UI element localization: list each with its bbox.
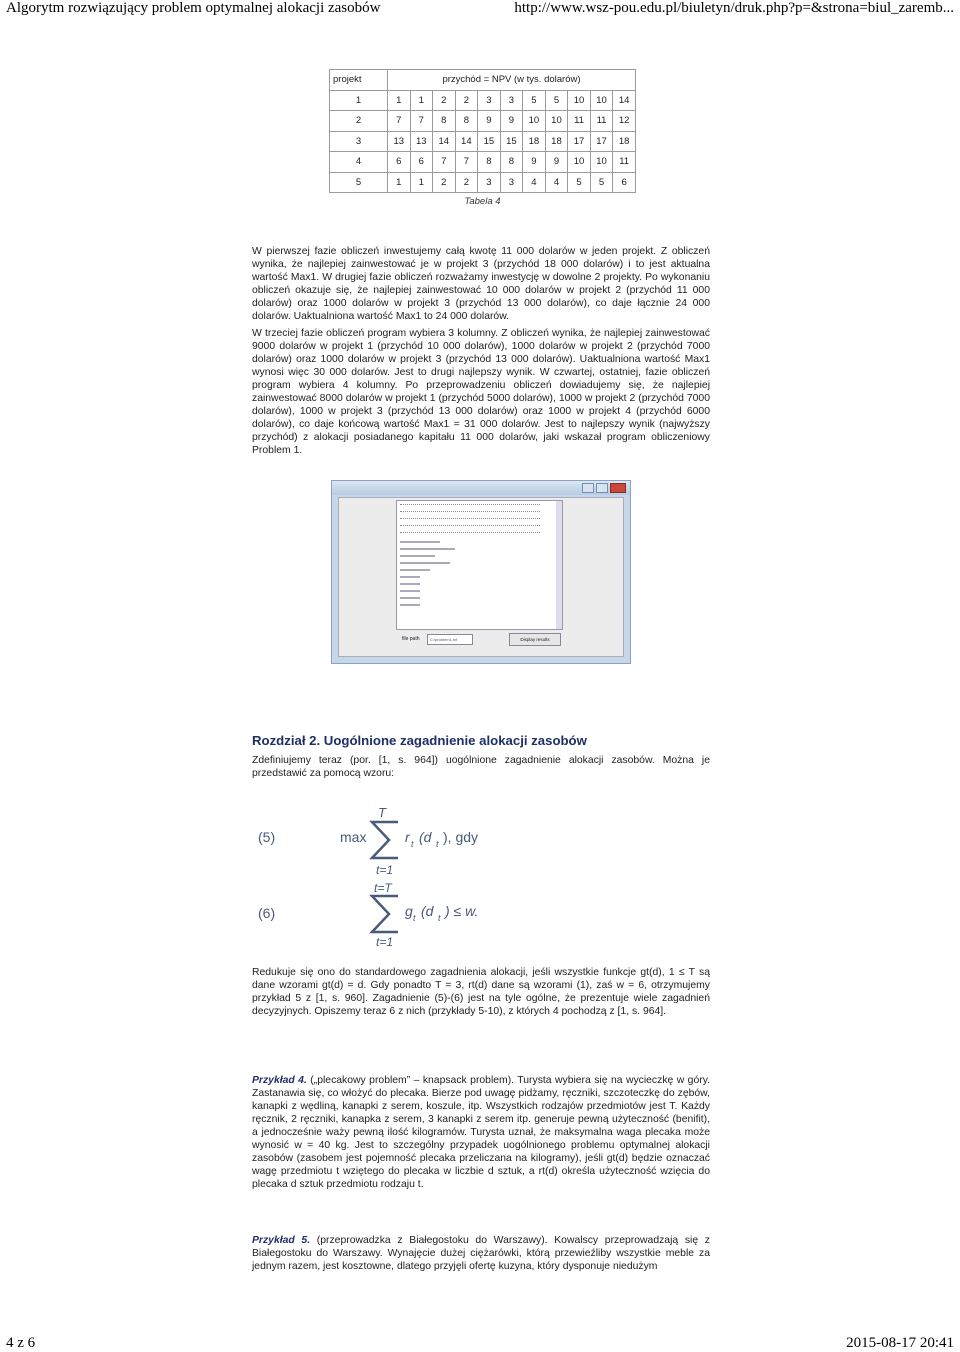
text-line bbox=[400, 548, 455, 550]
table-cell: 17 bbox=[568, 131, 591, 152]
print-header bbox=[0, 0, 960, 18]
table-cell: 5 bbox=[523, 90, 546, 111]
table-cell: 5 bbox=[545, 90, 568, 111]
table-cell: 7 bbox=[387, 111, 410, 132]
table-row bbox=[330, 90, 636, 111]
text-line bbox=[400, 597, 420, 599]
table-cell: 11 bbox=[590, 111, 613, 132]
display-results-button: Display results bbox=[509, 633, 561, 646]
table-cell: 1 bbox=[387, 90, 410, 111]
reduction-paragraph bbox=[252, 966, 710, 1022]
table-cell: 10 bbox=[568, 90, 591, 111]
window-content bbox=[338, 497, 624, 657]
table-cell: 3 bbox=[330, 131, 388, 152]
formula-image bbox=[252, 800, 712, 950]
minimize-icon bbox=[582, 483, 594, 493]
example-label: Przykład 4. bbox=[252, 1075, 307, 1086]
table-cell: 1 bbox=[387, 172, 410, 193]
eq-number-6: (6) bbox=[258, 905, 276, 921]
sum-upper-limit: T bbox=[378, 805, 386, 820]
example-label: Przykład 5. bbox=[252, 1235, 311, 1246]
matrix-line bbox=[400, 518, 540, 523]
r-symbol: r bbox=[405, 829, 410, 845]
eq-number-5: (5) bbox=[258, 829, 276, 845]
sum-symbol bbox=[372, 822, 398, 858]
table-row bbox=[330, 111, 636, 132]
table-cell: 2 bbox=[330, 111, 388, 132]
table-header-row bbox=[330, 70, 636, 91]
table-cell: 18 bbox=[523, 131, 546, 152]
table-cell: 13 bbox=[410, 131, 433, 152]
table-cell: 14 bbox=[613, 90, 636, 111]
section-heading: Rozdział 2. Uogólnione zagadnienie alokacji zasobów bbox=[252, 733, 587, 748]
r-subscript: t bbox=[411, 839, 414, 849]
gdy-text: ), gdy bbox=[443, 829, 479, 845]
program-window-screenshot bbox=[331, 480, 631, 664]
text-line bbox=[400, 541, 440, 543]
header-url[interactable]: http://www.wsz-pou.edu.pl/biuletyn/druk.php?p=&strona=biul_zaremb... bbox=[514, 0, 954, 16]
table-cell: 6 bbox=[387, 152, 410, 173]
r-argument: (d bbox=[419, 829, 432, 845]
g-subscript: t bbox=[413, 913, 416, 923]
phases-description bbox=[252, 245, 710, 461]
table-cell: 3 bbox=[478, 172, 501, 193]
maximize-icon bbox=[596, 483, 608, 493]
table-cell: 7 bbox=[410, 111, 433, 132]
table-cell: 15 bbox=[478, 131, 501, 152]
table-caption: Tabela 4 bbox=[464, 196, 501, 207]
page-number: 4 z 6 bbox=[6, 1335, 36, 1351]
matrix-line bbox=[400, 504, 540, 509]
table-cell: 18 bbox=[613, 131, 636, 152]
table-cell: 15 bbox=[500, 131, 523, 152]
matrix-line bbox=[400, 532, 540, 537]
example-text: („plecakowy problem” – knapsack problem). Turysta wybiera się na wycieczkę w góry. Zastanawia się, co włożyć do plecaka. Bierze pod uwagę pidżamy, ręczniki, szczoteczkę do zębów, kanapki z wędliną, kanapki z serem, koszule, itp. Wszystkich rodzajów przedmiotów jest T. Każdy ręcznik, 2 ręczniki, kanapka z serem, 3 kanapki z serem itp. generuje pewną użyteczność (benifit), a jednocześnie waży pewną ilość kilogramów. Turysta uznał, że maksymalna waga plecaka może wynosić w = 40 kg. Jest to szczególny przypadek uogólnionego problemu optymalnej alokacji zasobów (zasobem jest pojemność plecaka przeliczana na kilogramy), jeśli gt(d) będzie oznaczać wagę przedmiotu t wziętego do plecaka w liczbie d sztuk, a rt(d) określa użyteczność wzięcia do plecaka d sztuk przedmiotu rodzaju t. bbox=[252, 1075, 711, 1190]
formula-svg bbox=[252, 800, 712, 950]
table-row bbox=[330, 131, 636, 152]
table-cell: 5 bbox=[590, 172, 613, 193]
table-cell: 8 bbox=[478, 152, 501, 173]
table-cell: 5 bbox=[330, 172, 388, 193]
results-text bbox=[400, 541, 455, 611]
table-cell: 6 bbox=[410, 152, 433, 173]
table-cell: 14 bbox=[455, 131, 478, 152]
table-cell: 6 bbox=[613, 172, 636, 193]
table-cell: 3 bbox=[478, 90, 501, 111]
paragraph: W trzeciej fazie obliczeń program wybiera 3 kolumny. Z obliczeń wynika, że najlepiej zainwestować 9000 dolarów w projekt 1 (przychód 10 000 dolarów), 1000 dolarów w projekt 2 (przychód 7000 dolarów) oraz 1000 dolarów w projekt 3 (przychód 13 000 dolarów). Uaktualniona wartość Max1 wynosi więc 30 000 dolarów. Jest to drugi najlepszy wynik. W czwartej, ostatniej, fazie obliczeń program wybiera 4 kolumny. Po przeprowadzeniu obliczeń dowiadujemy się, że najlepiej zainwestować 8000 dolarów w projekt 1 (przychód 5000 dolarów), 1000 w projekt 2 (przychód 7000 dolarów), 1000 w projekt 3 (przychód 13 000 dolarów) oraz 1000 w projekt 4 (przychód 6000 dolarów), co daje końcową wartość Max1 = 31 000 dolarów. Jest to najlepszy wynik (najwyższy przychód) z alokacji posiadanego kapitału 11 000 dolarów, jaki wskazał program obliczeniowy Problem 1. bbox=[252, 328, 710, 456]
window-controls bbox=[582, 483, 626, 493]
print-datetime: 2015-08-17 20:41 bbox=[846, 1335, 954, 1351]
table-cell: 5 bbox=[568, 172, 591, 193]
text-line bbox=[400, 555, 435, 557]
window-titlebar bbox=[332, 481, 630, 495]
table-cell: 3 bbox=[500, 90, 523, 111]
table-cell: 12 bbox=[613, 111, 636, 132]
max-label: max bbox=[340, 829, 367, 845]
table-cell: 8 bbox=[433, 111, 456, 132]
g-symbol: g bbox=[405, 903, 413, 919]
table-header-revenue: przychód = NPV (w tys. dolarów) bbox=[387, 70, 635, 91]
results-matrix bbox=[400, 504, 540, 539]
table-row bbox=[330, 172, 636, 193]
g-argument: (d bbox=[421, 903, 434, 919]
table-cell: 10 bbox=[590, 152, 613, 173]
table-cell: 11 bbox=[613, 152, 636, 173]
table-cell: 9 bbox=[478, 111, 501, 132]
text-line bbox=[400, 604, 420, 606]
example-4 bbox=[252, 1074, 710, 1195]
d-subscript: t bbox=[436, 839, 439, 849]
section-intro bbox=[252, 754, 710, 784]
sum-lower-limit: t=1 bbox=[376, 863, 394, 877]
example-text: (przeprowadzka z Białegostoku do Warszawy). Kowalscy przeprowadzają się z Białegostoku do Warszawy. Wynajęcie dużej ciężarówki, którą przewieźliby wszystkie meble za jednym razem, jest kosztowne, dlatego przyjęli ofertę kuzyna, który dysponuje niedużym bbox=[252, 1235, 710, 1272]
table-cell: 8 bbox=[455, 111, 478, 132]
example-5 bbox=[252, 1234, 710, 1277]
text-line bbox=[400, 562, 450, 564]
text-line bbox=[400, 569, 430, 571]
table-cell: 1 bbox=[410, 172, 433, 193]
table-cell: 7 bbox=[455, 152, 478, 173]
table-cell: 10 bbox=[523, 111, 546, 132]
matrix-line bbox=[400, 511, 540, 516]
table-cell: 2 bbox=[433, 90, 456, 111]
sum-lower-limit: t=1 bbox=[376, 935, 394, 949]
table-cell: 9 bbox=[500, 111, 523, 132]
close-icon bbox=[610, 483, 626, 493]
table-cell: 11 bbox=[568, 111, 591, 132]
table-cell: 13 bbox=[387, 131, 410, 152]
table-cell: 10 bbox=[568, 152, 591, 173]
table-cell: 2 bbox=[433, 172, 456, 193]
table-cell: 3 bbox=[500, 172, 523, 193]
revenue-table bbox=[329, 69, 636, 193]
table-header-project: projekt bbox=[330, 70, 388, 91]
file-path-label: file path bbox=[402, 636, 420, 642]
table-cell: 2 bbox=[455, 172, 478, 193]
table-cell: 9 bbox=[523, 152, 546, 173]
sum-symbol bbox=[372, 896, 398, 932]
results-textarea bbox=[396, 500, 563, 630]
table-cell: 1 bbox=[330, 90, 388, 111]
paragraph: Redukuje się ono do standardowego zagadnienia alokacji, jeśli wszystkie funkcje gt(d), 1 ≤ T są dane wzorami gt(d) = d. Gdy ponadto T = 3, rt(d) dane są wzorami (1), zaś w = 6, otrzymujemy przykład 5 z [1, s. 960]. Zagadnienie (5)-(6) jest na tyle ogólne, że prezentuje wiele zagadnień decyzyjnych. Opiszemy teraz 6 z nich (przykłady 5-10), z których 4 pochodzą z [1, s. 964]. bbox=[252, 967, 710, 1017]
table-cell: 7 bbox=[433, 152, 456, 173]
table-cell: 4 bbox=[330, 152, 388, 173]
table-cell: 4 bbox=[545, 172, 568, 193]
text-line bbox=[400, 576, 420, 578]
table-cell: 10 bbox=[545, 111, 568, 132]
table-cell: 4 bbox=[523, 172, 546, 193]
table-cell: 9 bbox=[545, 152, 568, 173]
paragraph bbox=[252, 1074, 710, 1191]
header-title: Algorytm rozwiązujący problem optymalnej alokacji zasobów bbox=[6, 0, 381, 16]
text-line bbox=[400, 583, 420, 585]
scrollbar bbox=[556, 501, 562, 629]
table-cell: 10 bbox=[590, 90, 613, 111]
sum-upper-limit: t=T bbox=[374, 881, 392, 895]
table-cell: 2 bbox=[455, 90, 478, 111]
table-cell: 17 bbox=[590, 131, 613, 152]
paragraph: Zdefiniujemy teraz (por. [1, s. 964]) uogólnione zagadnienie alokacji zasobów. Można je przedstawić za pomocą wzoru: bbox=[252, 755, 710, 779]
file-path-field: C:\problem1.txt bbox=[427, 634, 473, 645]
table-cell: 14 bbox=[433, 131, 456, 152]
table-row bbox=[330, 152, 636, 173]
paragraph bbox=[252, 1234, 710, 1273]
le-w-text: ) ≤ w. bbox=[445, 903, 479, 919]
table-cell: 8 bbox=[500, 152, 523, 173]
table-cell: 1 bbox=[410, 90, 433, 111]
table-cell: 18 bbox=[545, 131, 568, 152]
d-subscript: t bbox=[438, 913, 441, 923]
matrix-line bbox=[400, 525, 540, 530]
paragraph: W pierwszej fazie obliczeń inwestujemy całą kwotę 11 000 dolarów w jeden projekt. Z obliczeń wynika, że najlepiej zainwestować je w projekt 3 (przychód 18 000 dolarów) i to jest aktualna wartość Max1. W drugiej fazie obliczeń rozważamy inwestycję w dowolne 2 projekty. Po wykonaniu obliczeń okazuje się, że najlepiej zainwestować 10 000 dolarów w projekt 2 (przychód 11 000 dolarów) oraz 1000 dolarów w projekt 3 (przychód 13 000 dolarów), co daje łącznie 24 000 dolarów. Uaktualniona wartość Max1 to 24 000 dolarów. bbox=[252, 246, 710, 322]
text-line bbox=[400, 590, 420, 592]
